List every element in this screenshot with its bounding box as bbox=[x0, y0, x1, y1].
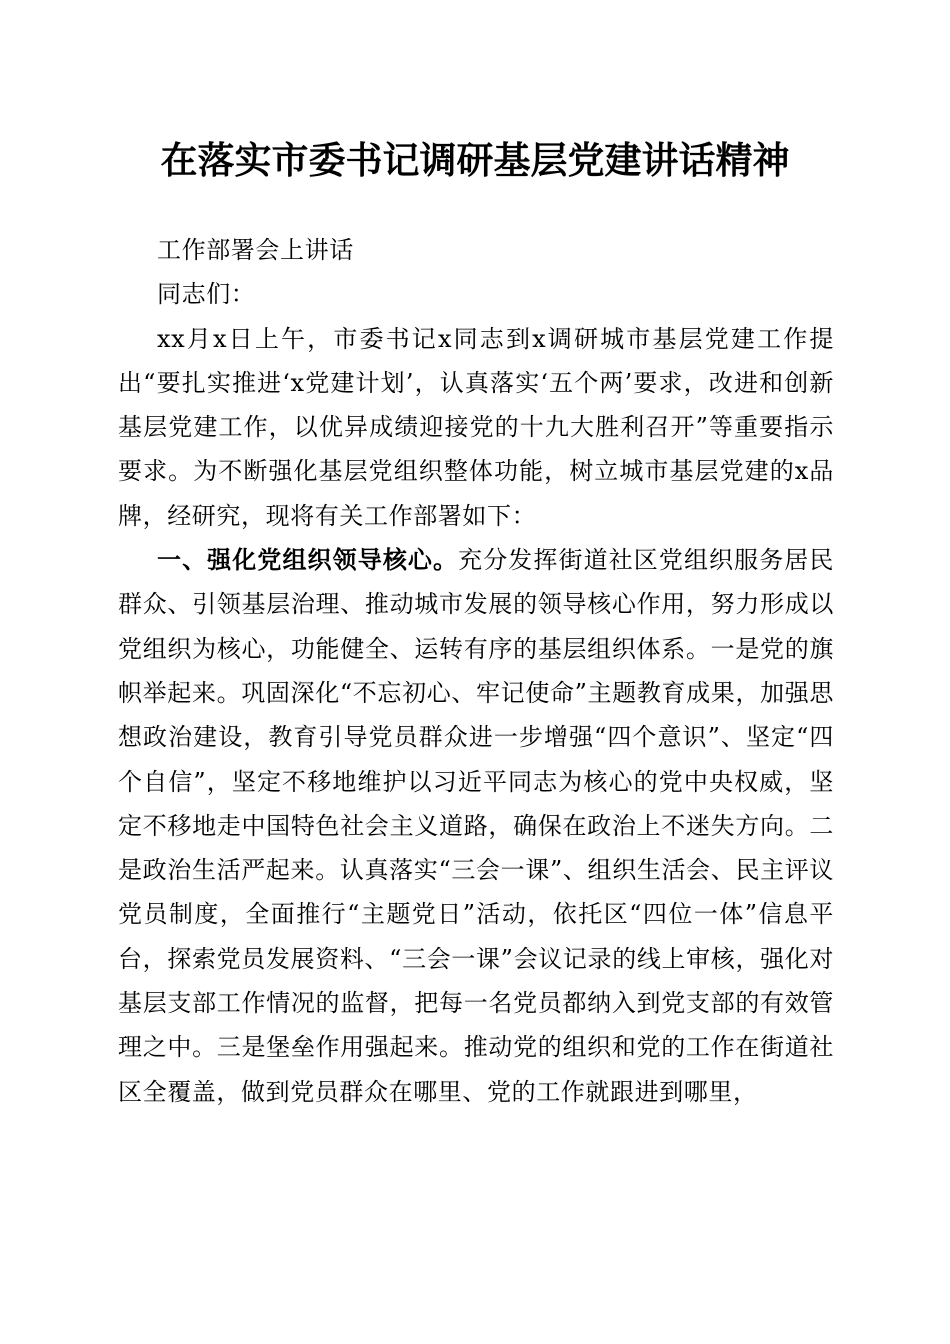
document-subtitle: 工作部署会上讲话 bbox=[157, 236, 354, 264]
paragraph-text: 充分发挥街道社区党组织服务居民群众、引领基层治理、推动城市发展的领导核心作用，努力形成以党组织为核心，功能健全、运转有序的基层组织体系。一是党的旗帜举起来。巩固深化“不忘初心、牢记使命”主题教育成果，加强思想政治建设，教育引导党员群众进一步增强“四个意识”、坚定“四个自信”，坚定不移地维护以习近平同志为核心的党中央权威，坚定不移地走中国特色社会主义道路，确保在政治上不迷失方向。二是政治生活严起来。认真落实“三会一课”、组织生活会、民主评议党员制度，全面推行“主题党日”活动，依托区“四位一体”信息平台，探索党员发展资料、“三会一课”会议记录的线上审核，强化对基层支部工作情况的监督，把每一名党员都纳入到党支部的有效管理之中。三是堡垒作用强起来。推动党的组织和党的工作在街道社区全覆盖，做到党员群众在哪里、党的工作就跟进到哪里， bbox=[118, 546, 834, 1106]
paragraph-text: xx月x日上午，市委书记x同志到x调研城市基层党建工作提出“要扎实推进‘x党建计划’，认真落实‘五个两’要求，改进和创新基层党建工作，以优异成绩迎接党的十九大胜利召开”等重要指示要求。为不断强化基层党组织整体功能，树立城市基层党建的x品牌，经研究，现将有关工作部署如下： bbox=[118, 324, 834, 530]
document-title: 在落实市委书记调研基层党建讲话精神 bbox=[160, 138, 790, 182]
paragraph-intro bbox=[118, 317, 834, 538]
salutation: 同志们： bbox=[157, 280, 256, 309]
document-body bbox=[118, 228, 834, 1114]
paragraph-section-one bbox=[118, 538, 834, 1114]
section-heading: 一、强化党组织领导核心。 bbox=[157, 546, 459, 575]
